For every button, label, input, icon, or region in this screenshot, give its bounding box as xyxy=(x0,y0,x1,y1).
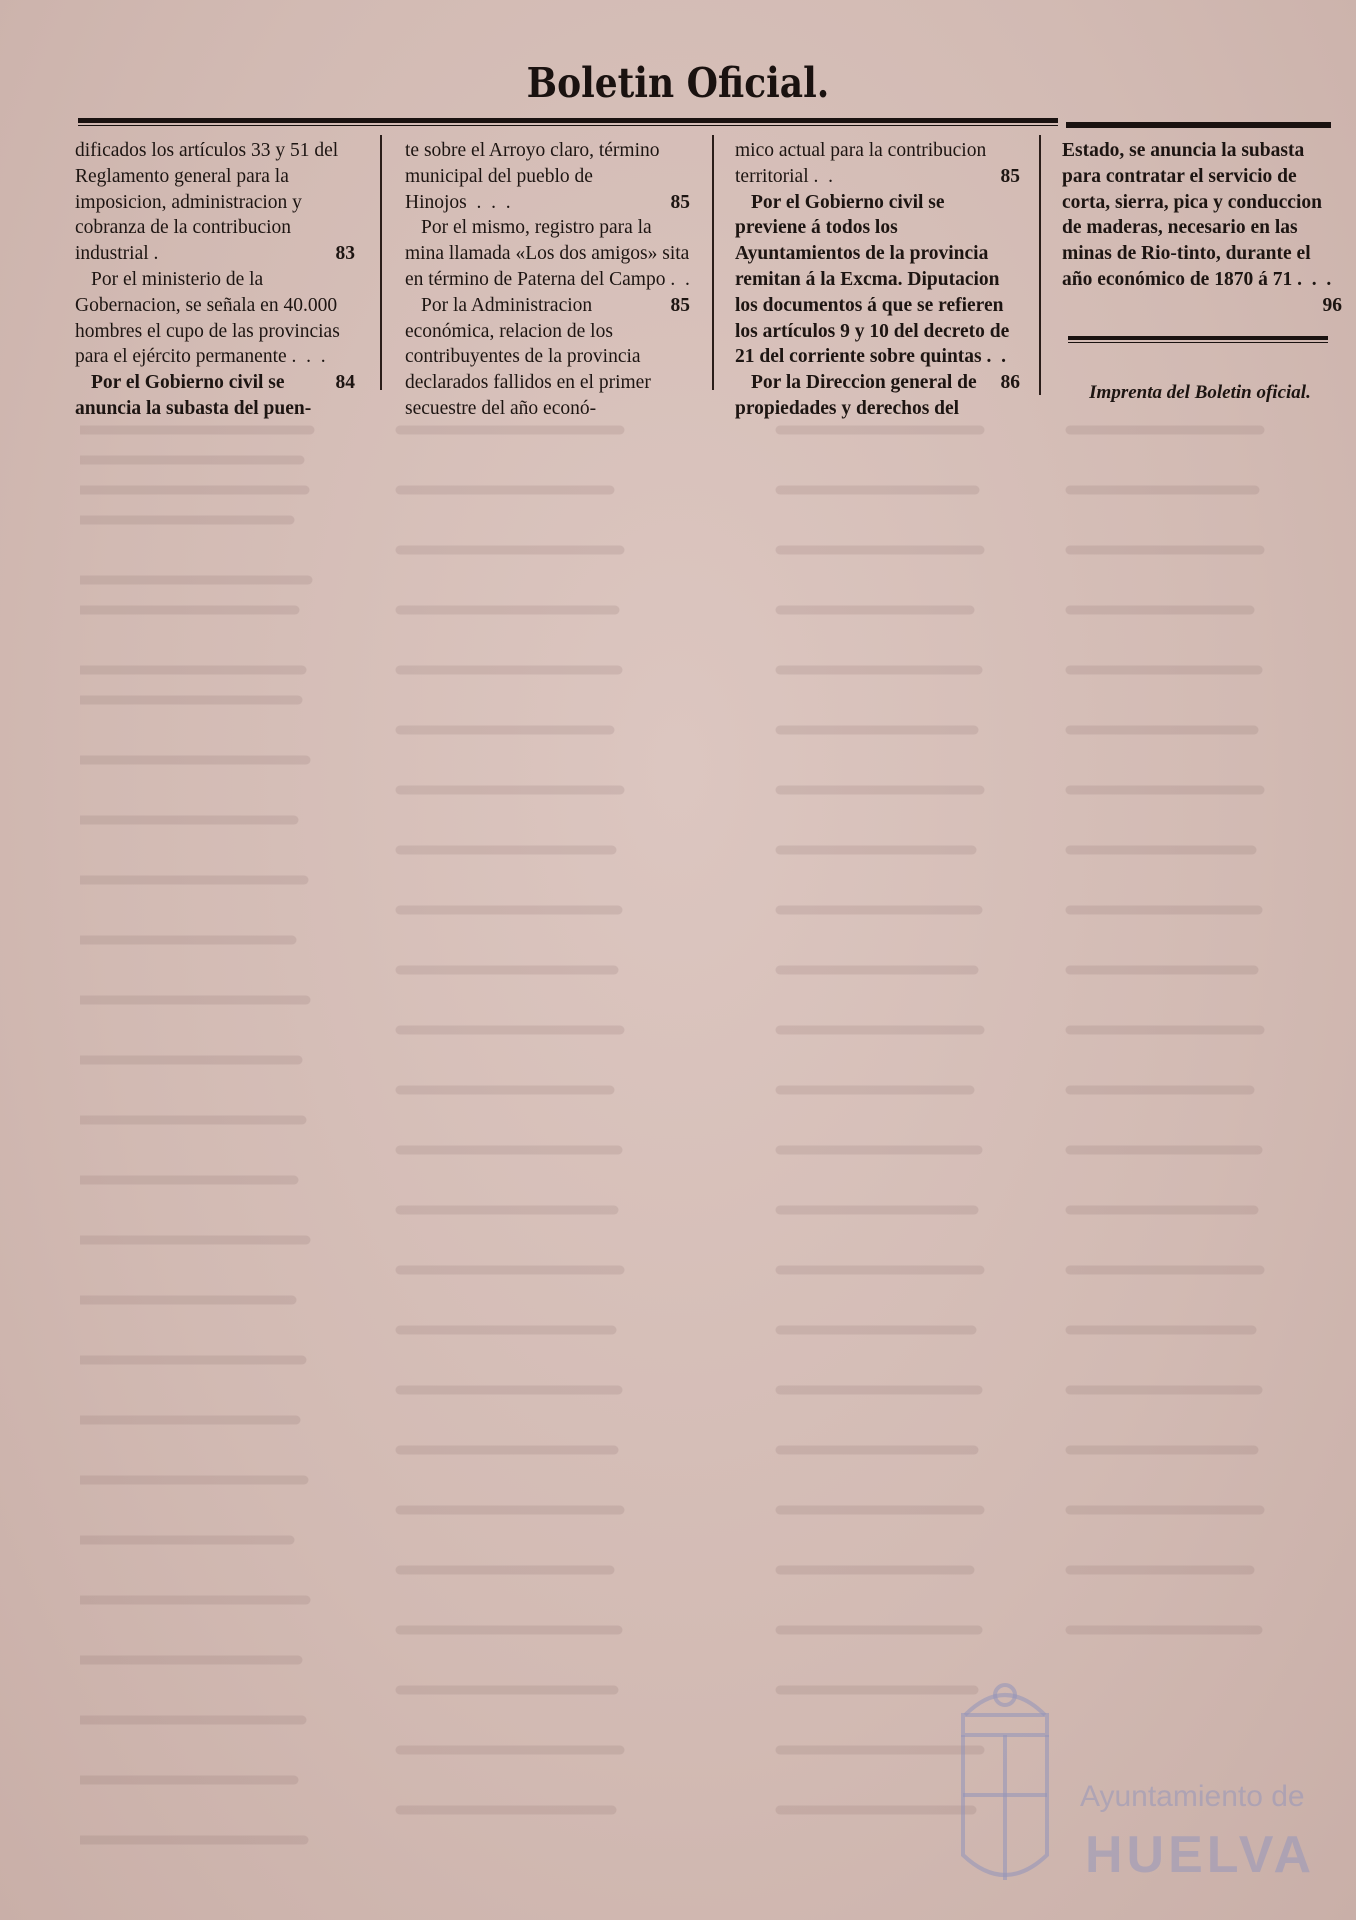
column-separator xyxy=(1039,135,1041,395)
index-entry: Por el mismo, registro para la mina llamada «Los dos amigos» sita en término de Paterna del Campo . . 85 xyxy=(405,215,690,292)
index-entry: Por la Direccion general de propiedades y derechos del xyxy=(735,372,977,419)
index-entry: Por el ministerio de la Gobernacion, se señala en 40.000 hombres el cupo de las provincias para el ejército permanente . . . 84 xyxy=(75,267,355,370)
page-title: Boletin Oficial. xyxy=(526,58,830,108)
page-number: 96 xyxy=(1322,294,1342,316)
watermark-line2: HUELVA xyxy=(1085,1826,1316,1884)
index-column-1 xyxy=(75,138,355,422)
imprint-rule-thin xyxy=(1068,342,1328,343)
header-rule-left-thin xyxy=(78,125,1058,126)
column-separator xyxy=(380,135,382,390)
imprint-line: Imprenta del Boletin oficial. xyxy=(1089,382,1311,403)
watermark-line1: Ayuntamiento de xyxy=(1080,1780,1305,1813)
imprint-rule xyxy=(1068,336,1328,340)
bleed-through-lines xyxy=(80,420,1280,1870)
index-entry: Por el Gobierno civil se anuncia la subasta del puen- xyxy=(75,372,312,419)
column-separator xyxy=(712,135,714,390)
page-number: 85 xyxy=(670,191,690,213)
bleed-through-texture xyxy=(80,420,1280,1870)
page-number: 86 xyxy=(1000,372,1020,394)
index-entry: dificados los artículos 33 y 51 del Reglamento general para la imposicion, administracion y cobranza de la contribucion industrial . 83 xyxy=(75,138,355,267)
index-entry: mico actual para la contribucion territorial . . 85 xyxy=(735,138,1020,190)
header-rule-left xyxy=(78,118,1058,123)
index-column-3 xyxy=(735,138,1020,422)
index-entry: te sobre el Arroyo claro, término municipal del pueblo de Hinojos . . . 85 xyxy=(405,138,690,215)
index-entry: Estado, se anuncia la subasta para contratar el servicio de corta, sierra, pica y conduccion de maderas, necesario en las minas de Rio-tinto, durante el año económico de 1870 á 71 . . . 96 xyxy=(1062,138,1342,293)
index-column-2 xyxy=(405,138,690,422)
watermark xyxy=(945,1655,1345,1905)
page-number: 85 xyxy=(670,294,690,316)
index-column-4 xyxy=(1062,138,1342,319)
crest-icon xyxy=(945,1655,1065,1895)
index-entry: Por el Gobierno civil se previene á todos los Ayuntamientos de la provincia remitan á la Excma. Diputacion los documentos á que se refieren los artículos 9 y 10 del decreto de 21 del corriente sobre quintas . . 86 xyxy=(735,190,1020,371)
page-number: 84 xyxy=(335,372,355,394)
index-entry: Por la Administracion económica, relacion de los contribuyentes de la provincia declarados fallidos en el primer secuestre del año econó- xyxy=(405,294,651,419)
page-number: 83 xyxy=(335,243,355,265)
page-number: 85 xyxy=(1000,165,1020,187)
header-rule-right xyxy=(1066,122,1331,128)
